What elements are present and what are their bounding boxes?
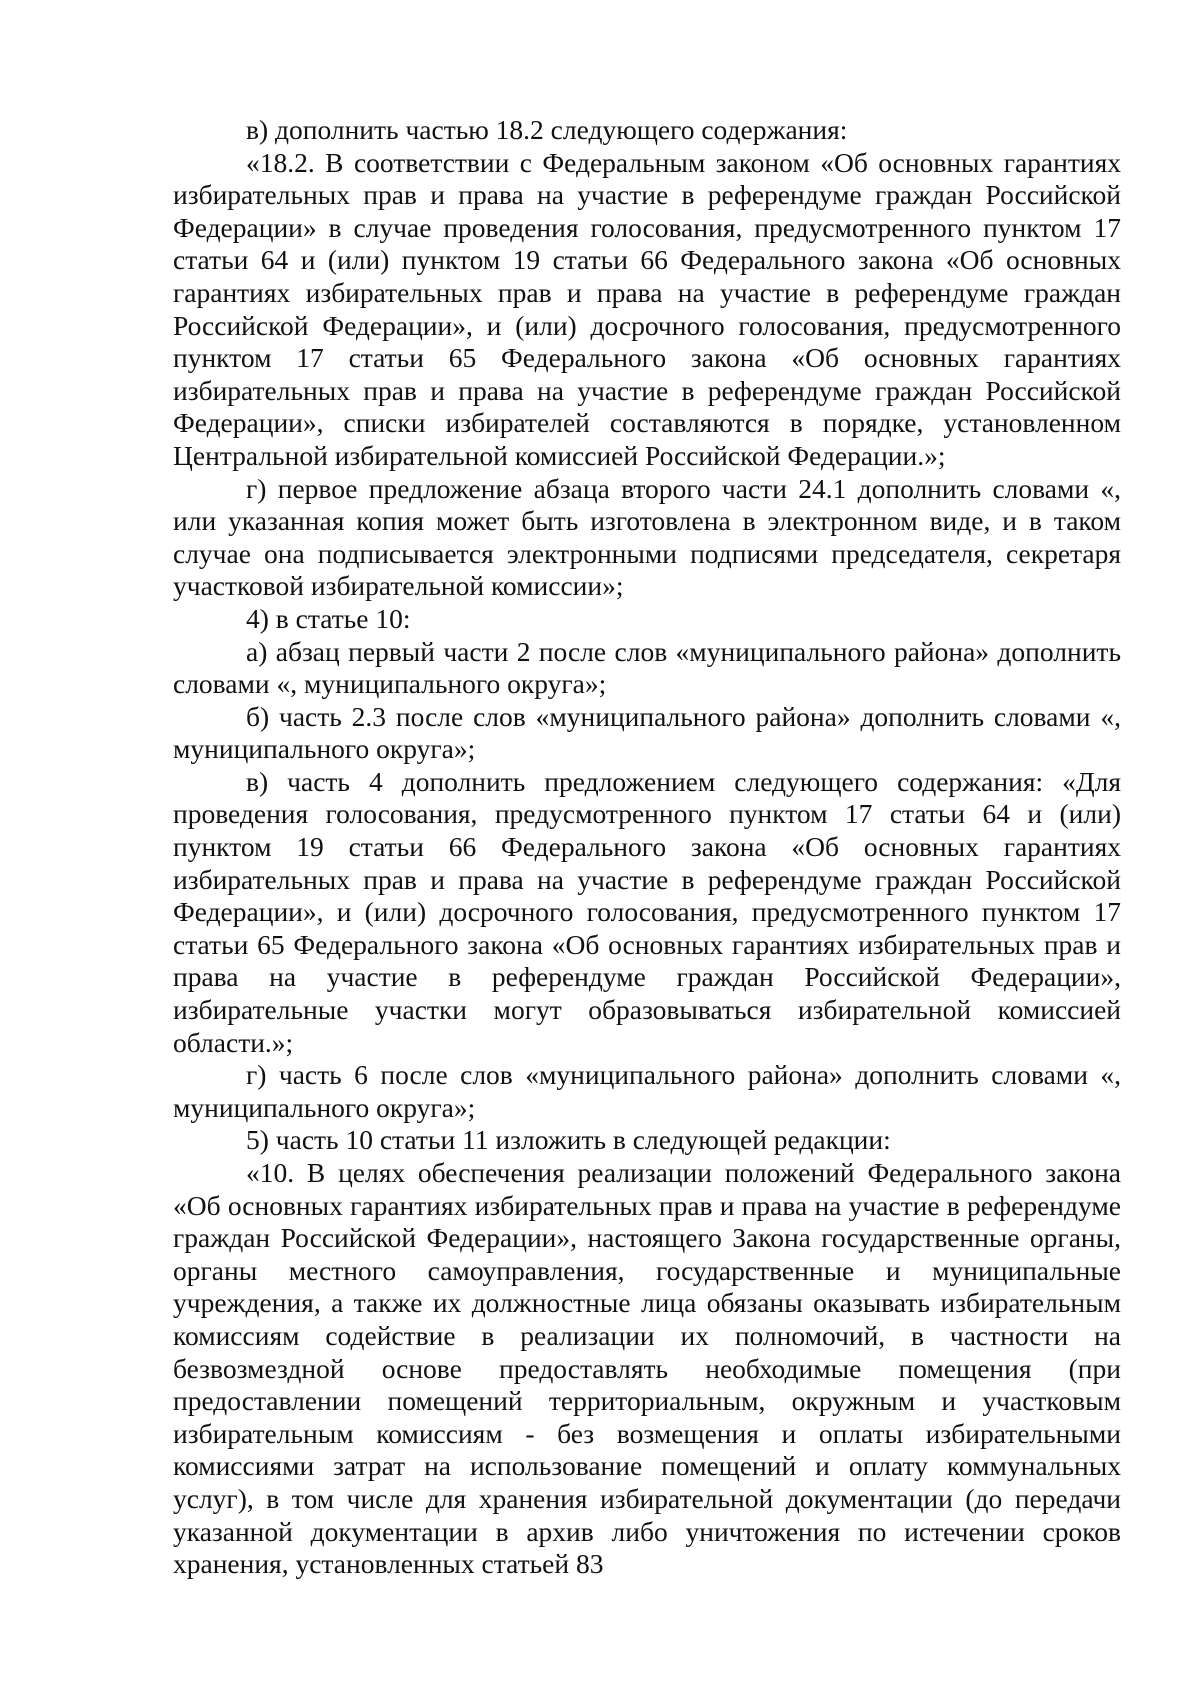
document-text-body <box>173 114 1121 1581</box>
paragraph-amendment-v-part-4: в) часть 4 дополнить предложением следующего содержания: «Для проведения голосования, предусмотренного пунктом 17 статьи 64 и (или) пунктом 19 статьи 66 Федерального закона «Об основных гарантиях избирательных прав и права на участие в референдуме граждан Российской Федерации», и (или) досрочного голосования, предусмотренного пунктом 17 статьи 65 Федерального закона «Об основных гарантиях избирательных прав и права на участие в референдуме граждан Российской Федерации», избирательные участки могут образовываться избирательной комиссией области.»; <box>173 765 1121 1058</box>
paragraph-part-18-2-text: «18.2. В соответствии с Федеральным законом «Об основных гарантиях избирательных прав и права на участие в референдуме граждан Российской Федерации» в случае проведения голосования, предусмотренного пунктом 17 статьи 64 и (или) пунктом 19 статьи 66 Федерального закона «Об основных гарантиях избирательных прав и права на участие в референдуме граждан Российской Федерации», и (или) досрочного голосования, предусмотренного пунктом 17 статьи 65 Федерального закона «Об основных гарантиях избирательных прав и права на участие в референдуме граждан Российской Федерации», списки избирателей составляются в порядке, установленном Центральной избирательной комиссией Российской Федерации.»; <box>173 146 1121 471</box>
paragraph-amendment-g-part-6: г) часть 6 после слов «муниципального района» дополнить словами «, муниципального округа»; <box>173 1059 1121 1123</box>
paragraph-amendment-g-part-24-1: г) первое предложение абзаца второго части 24.1 дополнить словами «, или указанная копия может быть изготовлена в электронном виде, и в таком случае она подписывается электронными подписями председателя, секретаря участковой избирательной комиссии»; <box>173 472 1121 602</box>
paragraph-amendment-b-part-2-3: б) часть 2.3 после слов «муниципального района» дополнить словами «, муниципального округа»; <box>173 700 1121 765</box>
paragraph-amendment-v-part-18-2: в) дополнить частью 18.2 следующего содержания: <box>246 114 848 145</box>
paragraph-item-5-article-11: 5) часть 10 статьи 11 изложить в следующей редакции: <box>246 1124 891 1156</box>
paragraph-part-10-text: «10. В целях обеспечения реализации положений Федерального закона «Об основных гарантиях избирательных прав и права на участие в референдуме граждан Российской Федерации», настоящего Закона государственные органы, органы местного самоуправления, государственные и муниципальные учреждения, а также их должностные лица обязаны оказывать избирательным комиссиям содействие в реализации их полномочий, в частности на безвозмездной основе предоставлять необходимые помещения (при предоставлении помещений территориальным, окружным и участковым избирательным комиссиям - без возмещения и оплаты избирательными комиссиями затрат на использование помещений и оплату коммунальных услуг), в том числе для хранения избирательной документации (до передачи указанной документации в архив либо уничтожения по истечении сроков хранения, установленных статьей 83 <box>173 1157 1121 1580</box>
paragraph-item-4-article-10: 4) в статье 10: <box>246 602 411 634</box>
paragraph-amendment-a-part-2: а) абзац первый части 2 после слов «муниципального района» дополнить словами «, муниципального округа»; <box>173 635 1121 700</box>
